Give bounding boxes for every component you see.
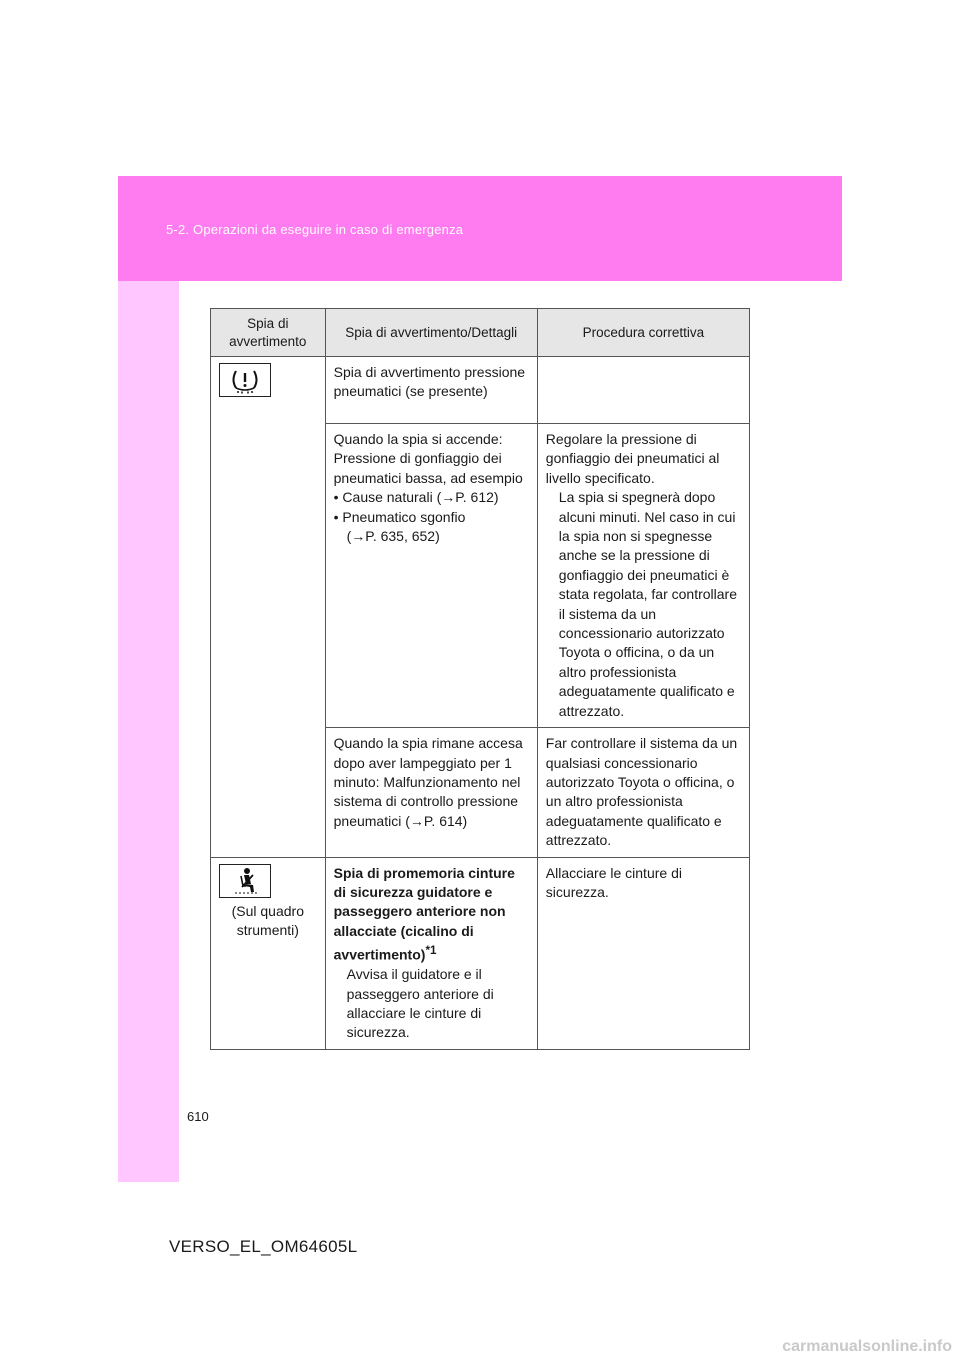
seatbelt-procedure: Allacciare le cinture di sicurezza. — [537, 857, 749, 1049]
tpms-case1-bullet2-ref: (→P. 635, 652) — [346, 528, 440, 545]
warning-lights-table — [210, 308, 750, 1050]
tire-pressure-warning-icon — [219, 363, 271, 397]
tpms-case1-details — [325, 424, 537, 728]
seatbelt-icon-cell — [211, 857, 326, 1049]
tpms-case1-bullet1: • Cause naturali (→P. 612) — [333, 489, 499, 506]
tpms-case2-procedure: Far controllare il sistema da un qualsiasi concessionario autorizzato Toyota o officina, o un altro professionista adeguatamente qualificato e attrezzato. — [537, 728, 749, 857]
document-code: VERSO_EL_OM64605L — [169, 1237, 358, 1256]
seatbelt-reminder-icon — [219, 864, 271, 898]
table-row — [211, 857, 750, 1049]
tpms-case1-procedure-note: La spia si spegnerà dopo alcuni minuti. Nel caso in cui la spia non si spegnesse anche se la pressione di gonfiaggio dei pneumatici è stata regolata, far controllare il sistema da un concessionario autorizzato Toyota o officina, o da un altro professionista adeguatamente qualificato e attrezzato. — [558, 489, 738, 719]
page-number: 610 — [187, 1109, 209, 1124]
tpms-case1-bullet2: • Pneumatico sgonfio — [333, 508, 466, 525]
tpms-title: Spia di avvertimento pressione pneumatici (se presente) — [325, 357, 537, 424]
section-title: 5-2. Operazioni da eseguire in caso di emergenza — [166, 222, 464, 237]
tpms-icon-cell — [211, 357, 326, 858]
side-band — [118, 281, 179, 1182]
tpms-case1-procedure — [537, 424, 749, 728]
seatbelt-title: Spia di promemoria cinture di sicurezza guidatore e passeggero anteriore non allacciate (cicalino di avvertimento) — [333, 864, 515, 963]
header-details: Spia di avvertimento/Dettagli — [325, 309, 537, 357]
tpms-case1-intro: Quando la spia si accende: Pressione di gonfiaggio dei pneumatici bassa, ad esempio — [333, 431, 523, 486]
table-header-row — [211, 309, 750, 357]
header-procedure: Procedura correttiva — [537, 309, 749, 357]
tpms-title-procedure-empty — [537, 357, 749, 424]
table-row — [211, 357, 750, 424]
tpms-case1-procedure-main: Regolare la pressione di gonfiaggio dei pneumatici al livello specificato. — [545, 431, 720, 486]
footnote-mark: *1 — [425, 944, 437, 958]
seatbelt-details — [325, 857, 537, 1049]
header-warning-light: Spia di avvertimento — [211, 309, 326, 357]
seatbelt-icon-caption: (Sul quadro strumenti) — [231, 902, 304, 938]
tpms-case2-details: Quando la spia rimane accesa dopo aver lampeggiato per 1 minuto: Malfunzionamento nel sistema di controllo pressione pneumatici (→P. 614) — [325, 728, 537, 857]
seatbelt-note: Avvisa il guidatore e il passeggero anteriore di allacciare le cinture di sicurezza. — [346, 966, 494, 1041]
watermark: carmanualsonline.info — [782, 1338, 952, 1355]
